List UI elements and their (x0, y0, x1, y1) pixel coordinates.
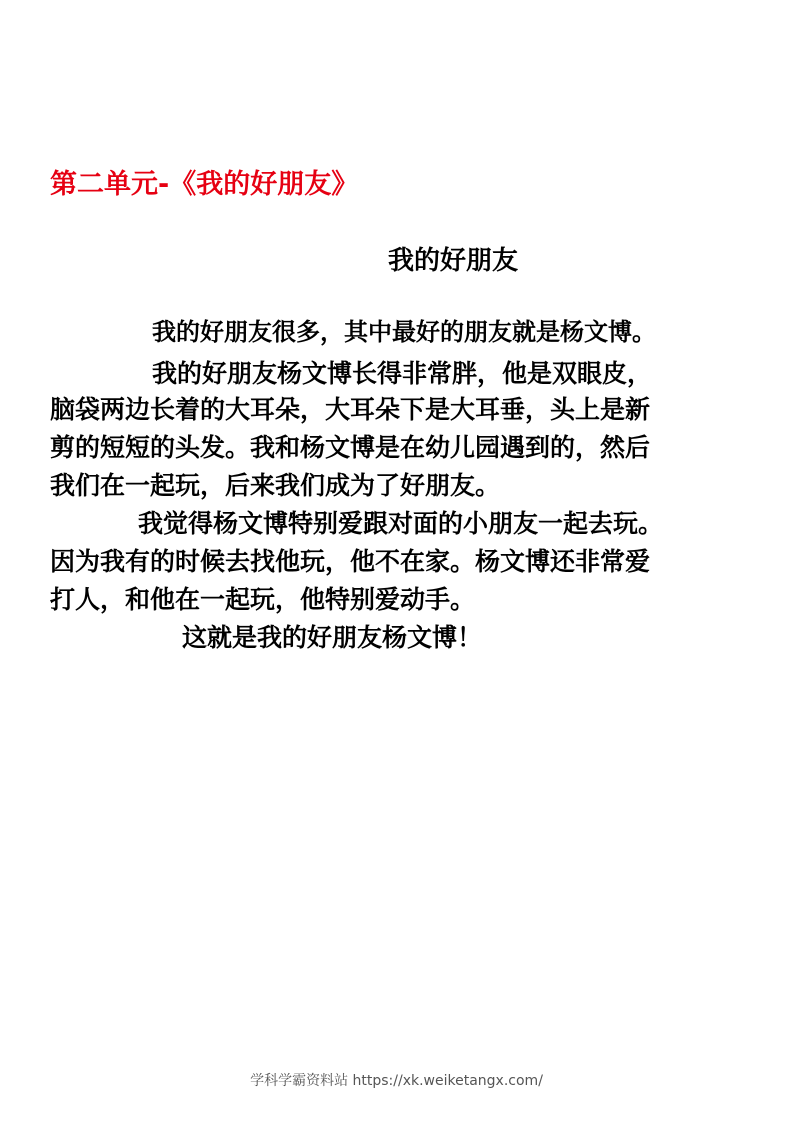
essay-line: 因为我有的时候去找他玩，他不在家。杨文博还非常爱 (50, 547, 651, 576)
essay-line: 我们在一起玩，后来我们成为了好朋友。 (50, 471, 501, 500)
essay-line: 剪的短短的头发。我和杨文博是在幼儿园遇到的，然后 (50, 433, 651, 462)
essay-line: 我的好朋友很多，其中最好的朋友就是杨文博。 (152, 318, 656, 346)
footer-watermark: 学科学霸资料站 https://xk.weiketangx.com/ (250, 1073, 543, 1089)
essay-line: 我觉得杨文博特别爱跟对面的小朋友一起去玩。 (138, 509, 664, 538)
essay-line: 脑袋两边长着的大耳朵，大耳朵下是大耳垂，头上是新 (50, 395, 651, 424)
essay-line: 打人，和他在一起玩，他特别爱动手。 (50, 585, 476, 614)
essay-line: 这就是我的好朋友杨文博！ (182, 623, 483, 652)
essay-title: 我的好朋友 (388, 246, 519, 276)
essay-line: 我的好朋友杨文博长得非常胖，他是双眼皮， (152, 359, 653, 388)
unit-heading: 第二单元-《我的好朋友》 (50, 169, 359, 200)
